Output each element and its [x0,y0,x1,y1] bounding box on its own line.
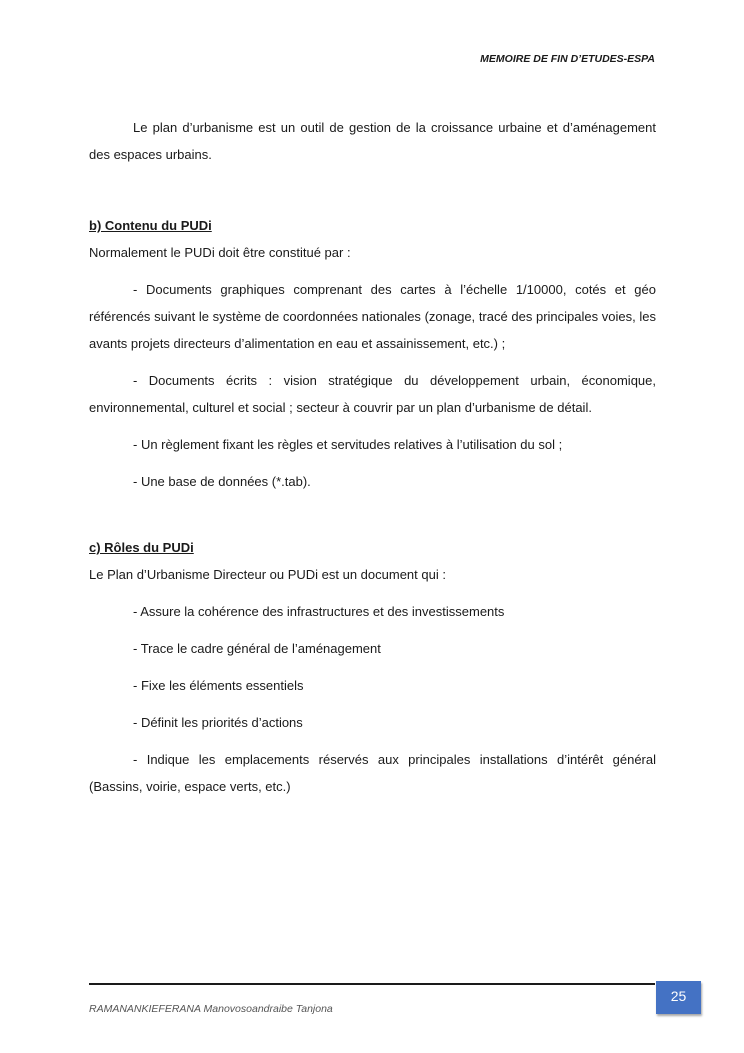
list-item: - Assure la cohérence des infrastructures et des investissements [133,604,505,619]
section-c-lead: Le Plan d’Urbanisme Directeur ou PUDi est un document qui : [89,567,446,582]
list-item: - Un règlement fixant les règles et servitudes relatives à l’utilisation du sol ; [133,437,563,452]
list-item: - Une base de données (*.tab). [133,474,311,489]
list-item: - Trace le cadre général de l’aménagement [133,641,381,656]
list-item: - Définit les priorités d’actions [133,715,303,730]
list-item: - Documents écrits : vision stratégique du développement urbain, économique, environnemental, culturel et social ; secteur à couvrir par un plan d’urbanisme de détail. [89,373,656,415]
footer-rule [89,983,655,985]
page-number-badge: 25 [656,981,701,1014]
intro-paragraph: Le plan d’urbanisme est un outil de gestion de la croissance urbaine et d’aménagement des espaces urbains. [89,120,656,162]
page-body [89,114,656,800]
section-b-lead: Normalement le PUDi doit être constitué par : [89,245,351,260]
list-item: - Documents graphiques comprenant des cartes à l’échelle 1/10000, cotés et géo référencés suivant le système de coordonnées nationales (zonage, tracé des principales voies, les avants projets directeurs d’alimentation en eau et assainissement, etc.) ; [89,282,656,351]
list-item: - Indique les emplacements réservés aux principales installations d’intérêt général (Bassins, voirie, espace verts, etc.) [89,752,656,794]
section-b-list [89,276,656,495]
section-c-list [89,598,656,800]
section-c-heading: c) Rôles du PUDi [89,540,194,555]
list-item: - Fixe les éléments essentiels [133,678,304,693]
footer-author: RAMANANKIEFERANA Manovosoandraibe Tanjona [89,1003,333,1015]
section-b-heading: b) Contenu du PUDi [89,218,212,233]
running-header: MEMOIRE DE FIN D’ETUDES-ESPA [480,53,655,65]
